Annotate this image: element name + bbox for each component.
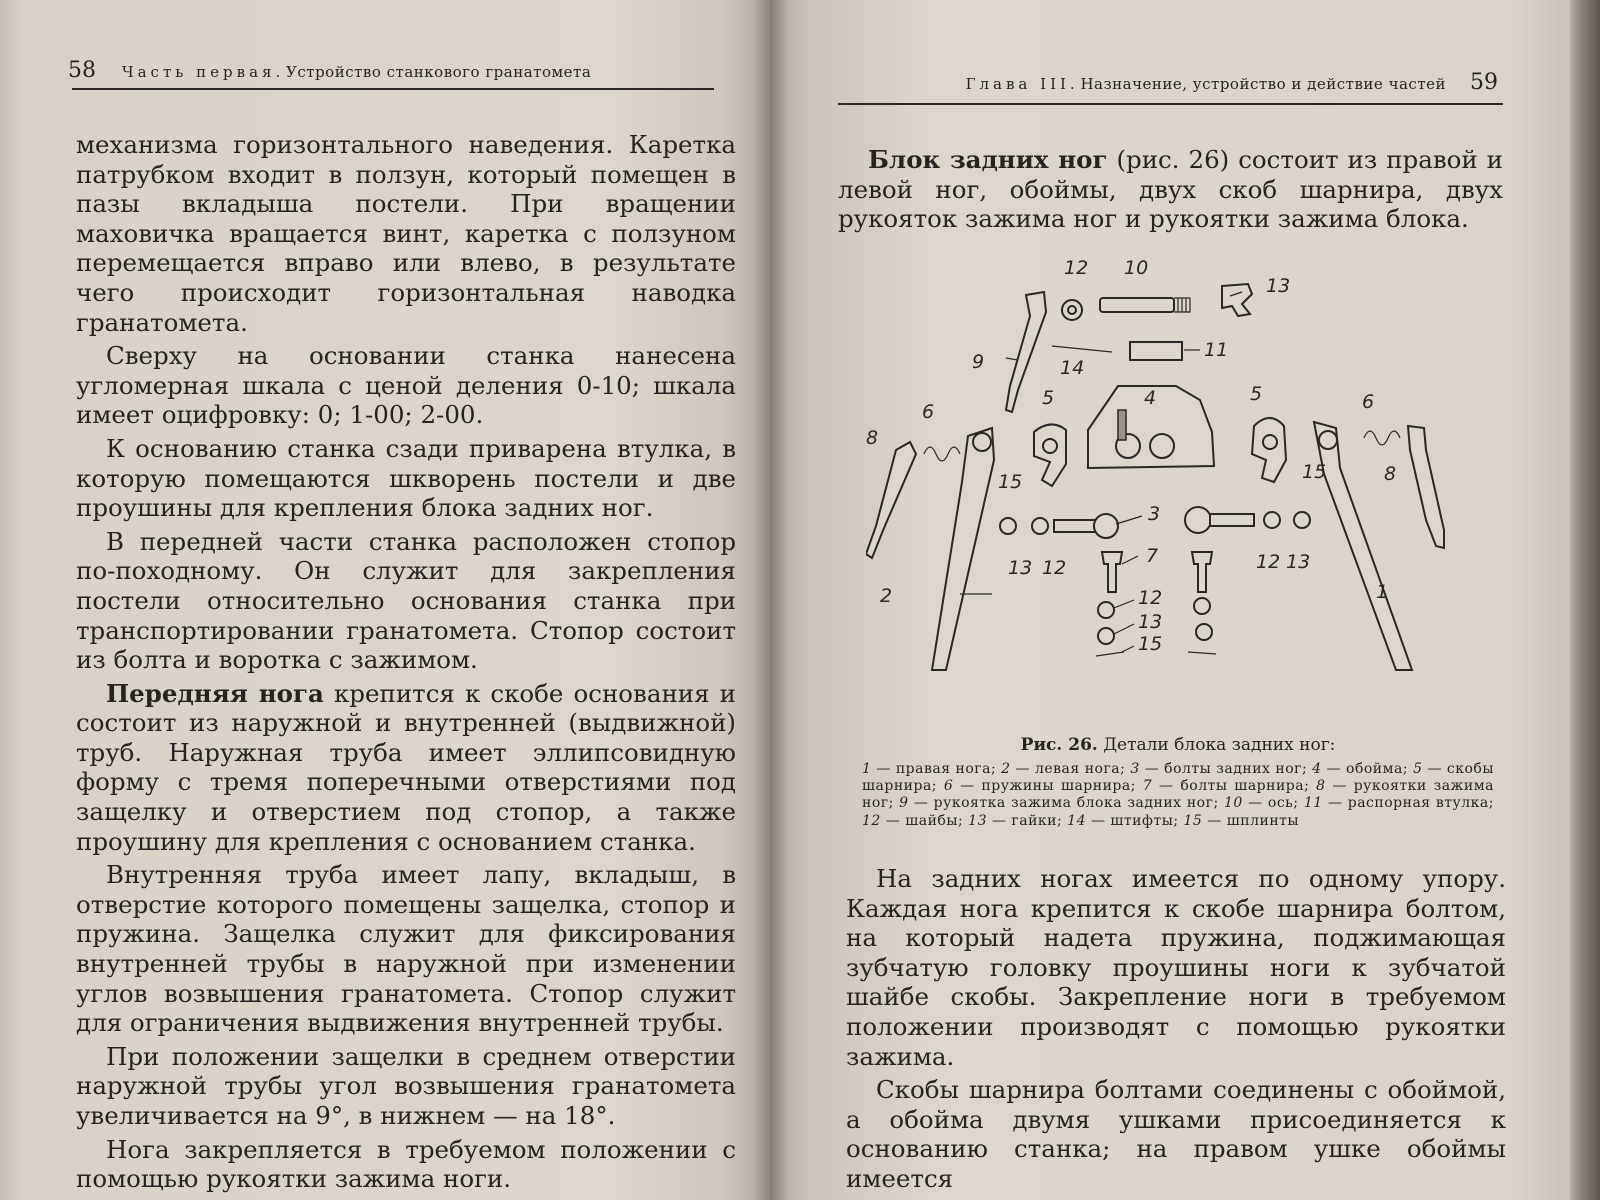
- front-leg-text: крепится к скобе основания и состоит из наружной и внутренней (выдвижной) труб. Наружная труба имеет эллипсовидную форму с тремя поперечными отверстиями под защелку и отверстием под стопор, а также проушину для крепления с основанием станка.: [76, 678, 736, 856]
- right-body-text: [846, 864, 1506, 1198]
- callout-12: 12: [1042, 557, 1067, 579]
- callout-9: 9: [972, 351, 985, 373]
- legend-text: — гайки;: [987, 812, 1068, 829]
- leader-3: [1116, 516, 1142, 524]
- legend-item: [1312, 761, 1413, 777]
- legend-number: 8: [1316, 778, 1326, 795]
- part-12-washer-hole: [1068, 306, 1076, 314]
- part-8-handle-left: [866, 442, 916, 558]
- right-page-number: 59: [1470, 70, 1498, 95]
- right-head-rule: [838, 103, 1503, 105]
- figure-caption: [862, 735, 1494, 830]
- part-3-bolt-right: [1210, 514, 1254, 526]
- legend-number: 3: [1130, 761, 1140, 777]
- paragraph: На задних ногах имеется по одному упору. Каждая нога крепится к скобе шарнира болтом, на который надета пружина, поджимающая зубчатую головку проушины ноги к зубчатой шайбе скобы. Закрепление ноги в требуемом положении производят с помощью рукоятки зажима.: [846, 864, 1506, 1071]
- callout-13: 13: [1286, 551, 1311, 573]
- part-2-joint: [973, 433, 991, 451]
- part-5-bracket-left: [1034, 424, 1066, 486]
- part-9-handle: [1006, 292, 1046, 412]
- part-8-handle-right: [1408, 426, 1444, 548]
- callout-4: 4: [1144, 387, 1157, 409]
- legend-item: [1224, 795, 1304, 811]
- callout-11: 11: [1204, 339, 1229, 361]
- part-13-nut-bottom-right: [1196, 624, 1212, 640]
- paragraph: Нога закрепляется в требуемом положении с помощью рукоятки зажима ноги.: [76, 1134, 736, 1194]
- part-7-bolt-left: [1102, 552, 1122, 592]
- part-6-spring-left: [924, 447, 960, 461]
- part-5-hole: [1043, 439, 1057, 453]
- legend-text: — болты задних ног;: [1139, 761, 1313, 777]
- part-13-nut-bottom-left: [1098, 628, 1114, 644]
- part-2-left-leg: [932, 428, 994, 670]
- figure-title: [862, 735, 1494, 755]
- part-4-ear: [1118, 410, 1126, 440]
- legend-number: 9: [899, 795, 909, 812]
- left-head-part: Часть первая: [122, 63, 276, 81]
- figure-legend: [862, 761, 1494, 830]
- legend-number: 12: [862, 812, 881, 829]
- callout-12: 12: [1256, 551, 1281, 573]
- part-10-axle: [1100, 298, 1174, 312]
- callout-8: 8: [1384, 463, 1397, 485]
- legend-item: [1130, 761, 1312, 777]
- legend-number: 15: [1183, 812, 1203, 829]
- right-head-text: . Назначение, устройство и действие частей: [1069, 75, 1446, 93]
- part-3-bolt-head-left: [1094, 514, 1118, 538]
- left-head-title: [122, 63, 591, 81]
- exploded-parts-diagram: [866, 250, 1486, 690]
- term-front-leg: Передняя нога: [106, 678, 324, 708]
- legend-item: [944, 778, 1143, 794]
- term-rear-legs: Блок задних ног: [868, 145, 1108, 174]
- part-4-lug-right: [1150, 434, 1174, 458]
- callout-6: 6: [922, 401, 935, 423]
- left-page: [0, 0, 770, 1200]
- right-head-title: [966, 75, 1446, 93]
- legend-number: 1: [862, 761, 872, 777]
- callout-3: 3: [1148, 503, 1161, 525]
- legend-number: 4: [1312, 761, 1322, 777]
- legend-item: [1184, 813, 1300, 829]
- legend-item: [1304, 795, 1494, 811]
- legend-text: — болты шарнира;: [1152, 778, 1317, 795]
- page-edge: [1570, 0, 1600, 1200]
- callout-13: 13: [1138, 611, 1163, 633]
- part-3-bolt-head-right: [1185, 507, 1211, 533]
- legend-text: — скобы шарнира;: [862, 761, 1494, 795]
- left-page-number: 58: [68, 58, 96, 83]
- legend-number: 13: [968, 812, 987, 829]
- legend-text: — штифты;: [1086, 812, 1184, 829]
- part-7-bolt-right: [1192, 552, 1212, 592]
- legend-number: 2: [1001, 761, 1011, 777]
- legend-text: — рукоятки зажима ног;: [862, 778, 1494, 812]
- leader-7: [1122, 556, 1138, 564]
- legend-item: [899, 795, 1224, 811]
- paragraph: При положении защелки в среднем отверстии наружной трубы угол возвышения гранатомета увеличивается на 9°, в нижнем — на 18°.: [76, 1041, 736, 1130]
- callout-13: 13: [1266, 275, 1291, 297]
- callout-7: 7: [1146, 545, 1159, 567]
- legend-text: — обойма;: [1321, 761, 1414, 777]
- legend-item: [862, 813, 968, 829]
- part-12-washer-bottom-left: [1098, 602, 1114, 618]
- figure-rear-legs-diagram: [866, 250, 1486, 690]
- callout-5: 5: [1250, 383, 1263, 405]
- part-11-sleeve: [1130, 342, 1182, 360]
- callout-13: 13: [1008, 557, 1033, 579]
- legend-text: — ось;: [1242, 795, 1304, 812]
- callout-14: 14: [1060, 357, 1085, 379]
- legend-number: 10: [1223, 795, 1243, 812]
- paragraph: Скобы шарнира болтами соединены с обоймой, а обойма двумя ушками присоединяется к основанию станка; на правом ушке обоймы имеется: [846, 1075, 1506, 1193]
- legend-item: [968, 813, 1067, 829]
- legend-text: — левая нога;: [1010, 761, 1131, 777]
- legend-text: — шплинты: [1202, 812, 1300, 829]
- intro-text: (рис. 26) состоит из правой и левой ног, обоймы, двух скоб шарнира, двух рукояток зажима ног и рукоятки зажима блока.: [838, 145, 1504, 234]
- callout-8: 8: [866, 427, 879, 449]
- left-head-text: . Устройство станкового гранатомета: [275, 63, 592, 81]
- paragraph: В передней части станка расположен стопор по-походному. Он служит для закрепления постели относительно основания станка при транспортировании гранатомета. Стопор состоит из болта и воротка с зажимом.: [76, 526, 736, 675]
- callout-6: 6: [1362, 391, 1375, 413]
- leader-9: [1006, 358, 1018, 360]
- part-12-washer-left: [1032, 518, 1048, 534]
- legend-text: — правая нога;: [871, 761, 1002, 777]
- paragraph-front-leg: [76, 679, 736, 857]
- callout-15: 15: [998, 471, 1023, 493]
- part-5-hole-right: [1263, 435, 1277, 449]
- legend-item: [1143, 778, 1316, 794]
- part-13-nut-right: [1294, 512, 1310, 528]
- paragraph: механизма горизонтального наведения. Каретка патрубком входит в ползун, который помещен в пазы вкладыша постели. При вращении маховичка вращается винт, каретка с ползуном перемещается вправо или влево, в результате чего происходит горизонтальная наводка гранатомета.: [76, 130, 736, 337]
- paragraph: Внутренняя труба имеет лапу, вкладыш, в отверстие которого помещены защелка, стопор и пружина. Защелка служит для фиксирования внутренней трубы в наружной при изменении углов возвышения гранатомета. Стопор служит для ограничения выдвижения внутренней трубы.: [76, 860, 736, 1038]
- legend-number: 6: [943, 778, 954, 795]
- part-13-nut: [1222, 284, 1252, 316]
- legend-text: — рукоятка зажима блока задних ног;: [908, 795, 1224, 812]
- callout-1: 1: [1376, 581, 1389, 603]
- right-head-chapter: Глава III: [965, 75, 1070, 93]
- part-13-nut-left: [1000, 518, 1016, 534]
- part-12-washer-right: [1264, 512, 1280, 528]
- callout-12: 12: [1138, 587, 1163, 609]
- callout-15: 15: [1138, 633, 1163, 655]
- part-6-spring-right: [1364, 431, 1400, 445]
- right-intro-text: [838, 145, 1503, 238]
- leader-bottom: [1114, 600, 1134, 652]
- part-10-thread: [1174, 298, 1190, 312]
- callout-5: 5: [1042, 387, 1055, 409]
- paragraph: К основанию станка сзади приварена втулка, в которую помещаются шкворень постели и две проушины для крепления блока задних ног.: [76, 433, 736, 523]
- legend-number: 11: [1303, 795, 1323, 812]
- left-body-text: [76, 130, 736, 1198]
- legend-text: — распорная втулка;: [1322, 795, 1494, 812]
- left-head-rule: [72, 88, 714, 90]
- callout-12: 12: [1064, 257, 1089, 279]
- right-running-head: [838, 70, 1498, 95]
- part-1-joint: [1319, 431, 1337, 449]
- part-1-right-leg: [1314, 422, 1412, 670]
- paragraph: Сверху на основании станка нанесена угломерная шкала с ценой деления 0-10; шкала имеет оцифровку: 0; 1-00; 2-00.: [76, 341, 736, 430]
- legend-item: [1067, 813, 1183, 829]
- legend-number: 14: [1067, 812, 1086, 829]
- figure-label: Рис. 26.: [1020, 735, 1098, 755]
- left-running-head: [68, 58, 716, 83]
- figure-title-text: Детали блока задних ног:: [1097, 735, 1336, 755]
- legend-text: — шайбы;: [880, 812, 969, 829]
- part-5-bracket-right: [1252, 418, 1286, 482]
- part-12-washer-bottom-right: [1194, 598, 1210, 614]
- legend-item: [862, 761, 1001, 777]
- callout-15: 15: [1302, 461, 1327, 483]
- paragraph-intro: [838, 145, 1503, 234]
- callout-10: 10: [1124, 257, 1149, 279]
- legend-number: 7: [1142, 778, 1153, 795]
- legend-text: — пружины шарнира;: [953, 778, 1143, 795]
- legend-number: 5: [1413, 761, 1423, 777]
- callout-2: 2: [880, 585, 893, 607]
- part-14-pin: [1052, 346, 1112, 352]
- legend-item: [1001, 761, 1130, 777]
